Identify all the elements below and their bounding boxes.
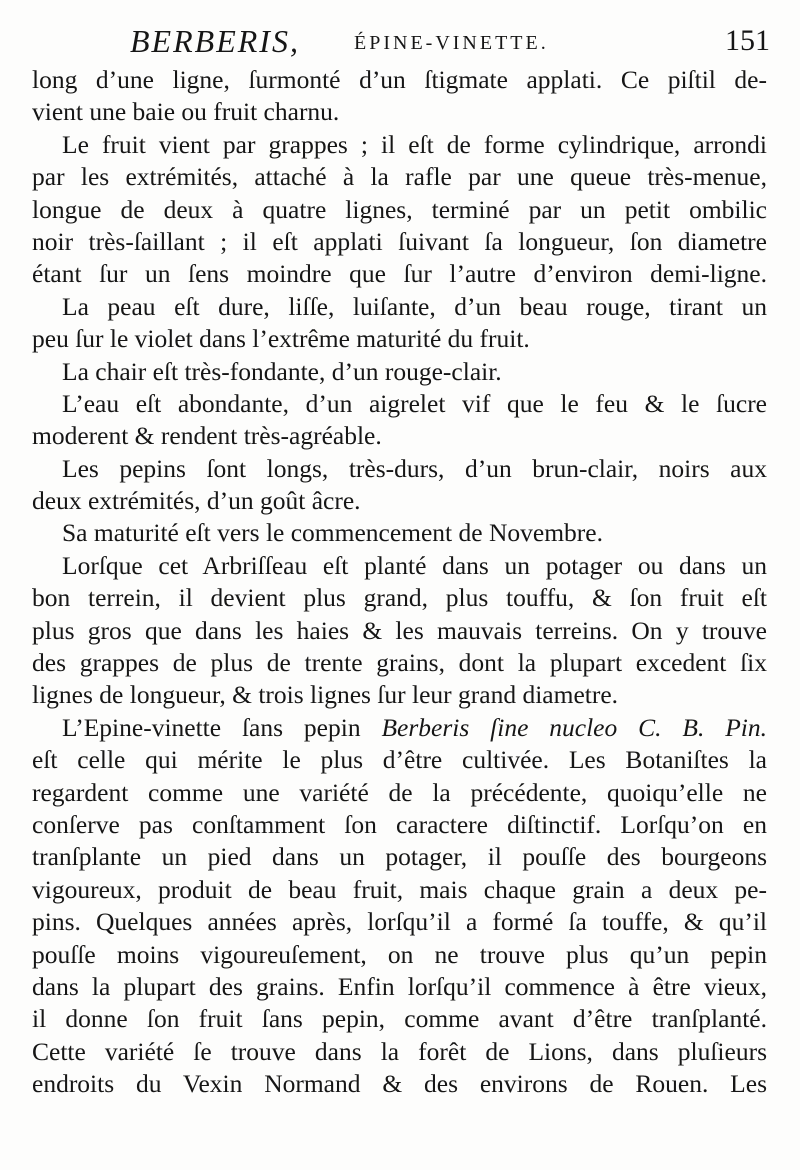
text-line: [32, 582, 767, 614]
text-line: [32, 550, 767, 582]
text-line-content: tranſplante un pied dans un potager, il pouſſe des bourgeons: [32, 842, 767, 872]
text-line-content: bon terrein, il devient plus grand, plus touffu, & ſon fruit eſt: [32, 583, 767, 613]
text-line: [32, 323, 767, 355]
text-line-content: L’Epine-vinette ſans pepin: [62, 712, 361, 742]
text-line: [32, 96, 767, 128]
text-line-content: pins. Quelques années après, lorſqu’il a formé ſa touffe, & qu’il: [32, 907, 767, 937]
text-line-content: eſt celle qui mérite le plus d’être cultivée. Les Botaniſtes la: [32, 745, 767, 775]
text-line: [32, 517, 767, 549]
text-line: [32, 647, 767, 679]
running-header: [130, 20, 770, 62]
text-line-content: regardent comme une variété de la précédente, quoiqu’elle ne: [32, 777, 767, 807]
text-line-content: dans la plupart des grains. Enfin lorſqu’il commence à être vieux,: [32, 971, 767, 1001]
text-line: [32, 1068, 767, 1100]
text-line-content: par les extrémités, attaché à la rafle par une queue très-menue,: [32, 162, 767, 192]
text-line: [32, 874, 767, 906]
text-line: [32, 906, 767, 938]
text-line-content: longue de deux à quatre lignes, terminé par un petit ombilic: [32, 194, 767, 224]
text-line: [32, 420, 767, 452]
text-line: [32, 453, 767, 485]
text-line-content: vigoureux, produit de beau fruit, mais chaque grain a deux pe-: [32, 874, 767, 904]
text-line: [32, 841, 767, 873]
text-line-content: des grappes de plus de trente grains, dont la plupart excedent ſix: [32, 648, 767, 678]
text-line-content: La peau eſt dure, liſſe, luiſante, d’un beau rouge, tirant un: [62, 291, 767, 321]
text-line: [32, 356, 767, 388]
text-line: [32, 388, 767, 420]
text-line-content: lignes de longueur, & trois lignes ſur leur grand diametre.: [32, 680, 619, 710]
text-line: [32, 226, 767, 258]
running-title: BERBERIS,: [130, 23, 300, 59]
text-line: [32, 939, 767, 971]
text-line: [32, 1003, 767, 1035]
text-line: [32, 194, 767, 226]
text-line-content: Les pepins ſont longs, très-durs, d’un brun-clair, noirs aux: [62, 453, 767, 483]
text-line-content: conſerve pas conſtamment ſon caractere diſtinctif. Lorſqu’on en: [32, 809, 767, 839]
text-line-content: il donne ſon fruit ſans pepin, comme avant d’être tranſplanté.: [32, 1004, 767, 1034]
text-line: [32, 971, 767, 1003]
text-line-content: plus gros que dans les haies & les mauvais terreins. On y trouve: [32, 615, 767, 645]
text-line-content: moderent & rendent très-agréable.: [32, 421, 382, 451]
text-line: [32, 744, 767, 776]
binomial-name: Berberis ſine nucleo C. B. Pin.: [381, 712, 768, 742]
text-line: [32, 1036, 767, 1068]
text-line-content: étant ſur un ſens moindre que ſur l’autre d’environ demi-ligne.: [32, 259, 767, 289]
text-line-content: Le fruit vient par grappes ; il eſt de forme cylindrique, arrondi: [62, 129, 767, 159]
page-number: 151: [725, 24, 770, 57]
text-line: [32, 485, 767, 517]
body-text: [32, 64, 767, 1101]
text-line-content: Cette variété ſe trouve dans la forêt de Lions, dans pluſieurs: [32, 1036, 767, 1066]
text-line: [32, 809, 767, 841]
text-line-content: La chair eſt très-fondante, d’un rouge-clair.: [62, 356, 502, 386]
text-line: [32, 679, 767, 711]
text-line-content: long d’une ligne, ſurmonté d’un ſtigmate applati. Ce piſtil de-: [32, 65, 767, 94]
text-line: [32, 129, 767, 161]
running-subtitle: ÉPINE-VINETTE.: [354, 32, 549, 54]
text-line: [32, 777, 767, 809]
text-line: [32, 712, 767, 744]
text-line-content: Sa maturité eſt vers le commencement de Novembre.: [62, 518, 603, 548]
text-line-content: peu ſur le violet dans l’extrême maturité du fruit.: [32, 324, 530, 354]
text-line-content: deux extrémités, d’un goût âcre.: [32, 486, 361, 516]
text-line: [32, 291, 767, 323]
text-line: [32, 64, 767, 96]
text-line-content: vient une baie ou fruit charnu.: [32, 97, 340, 127]
text-line: [32, 258, 767, 290]
text-line: [32, 161, 767, 193]
text-line-content: Lorſque cet Arbriſſeau eſt planté dans un potager ou dans un: [62, 550, 767, 580]
text-line-content: noir très-ſaillant ; il eſt applati ſuivant ſa longueur, ſon diametre: [32, 226, 767, 256]
text-line-content: L’eau eſt abondante, d’un aigrelet vif que le feu & le ſucre: [62, 388, 767, 418]
text-line-content: endroits du Vexin Normand & des environs de Rouen. Les: [32, 1069, 767, 1099]
text-line-content: pouſſe moins vigoureuſement, on ne trouve plus qu’un pepin: [32, 939, 767, 969]
text-line: [32, 615, 767, 647]
